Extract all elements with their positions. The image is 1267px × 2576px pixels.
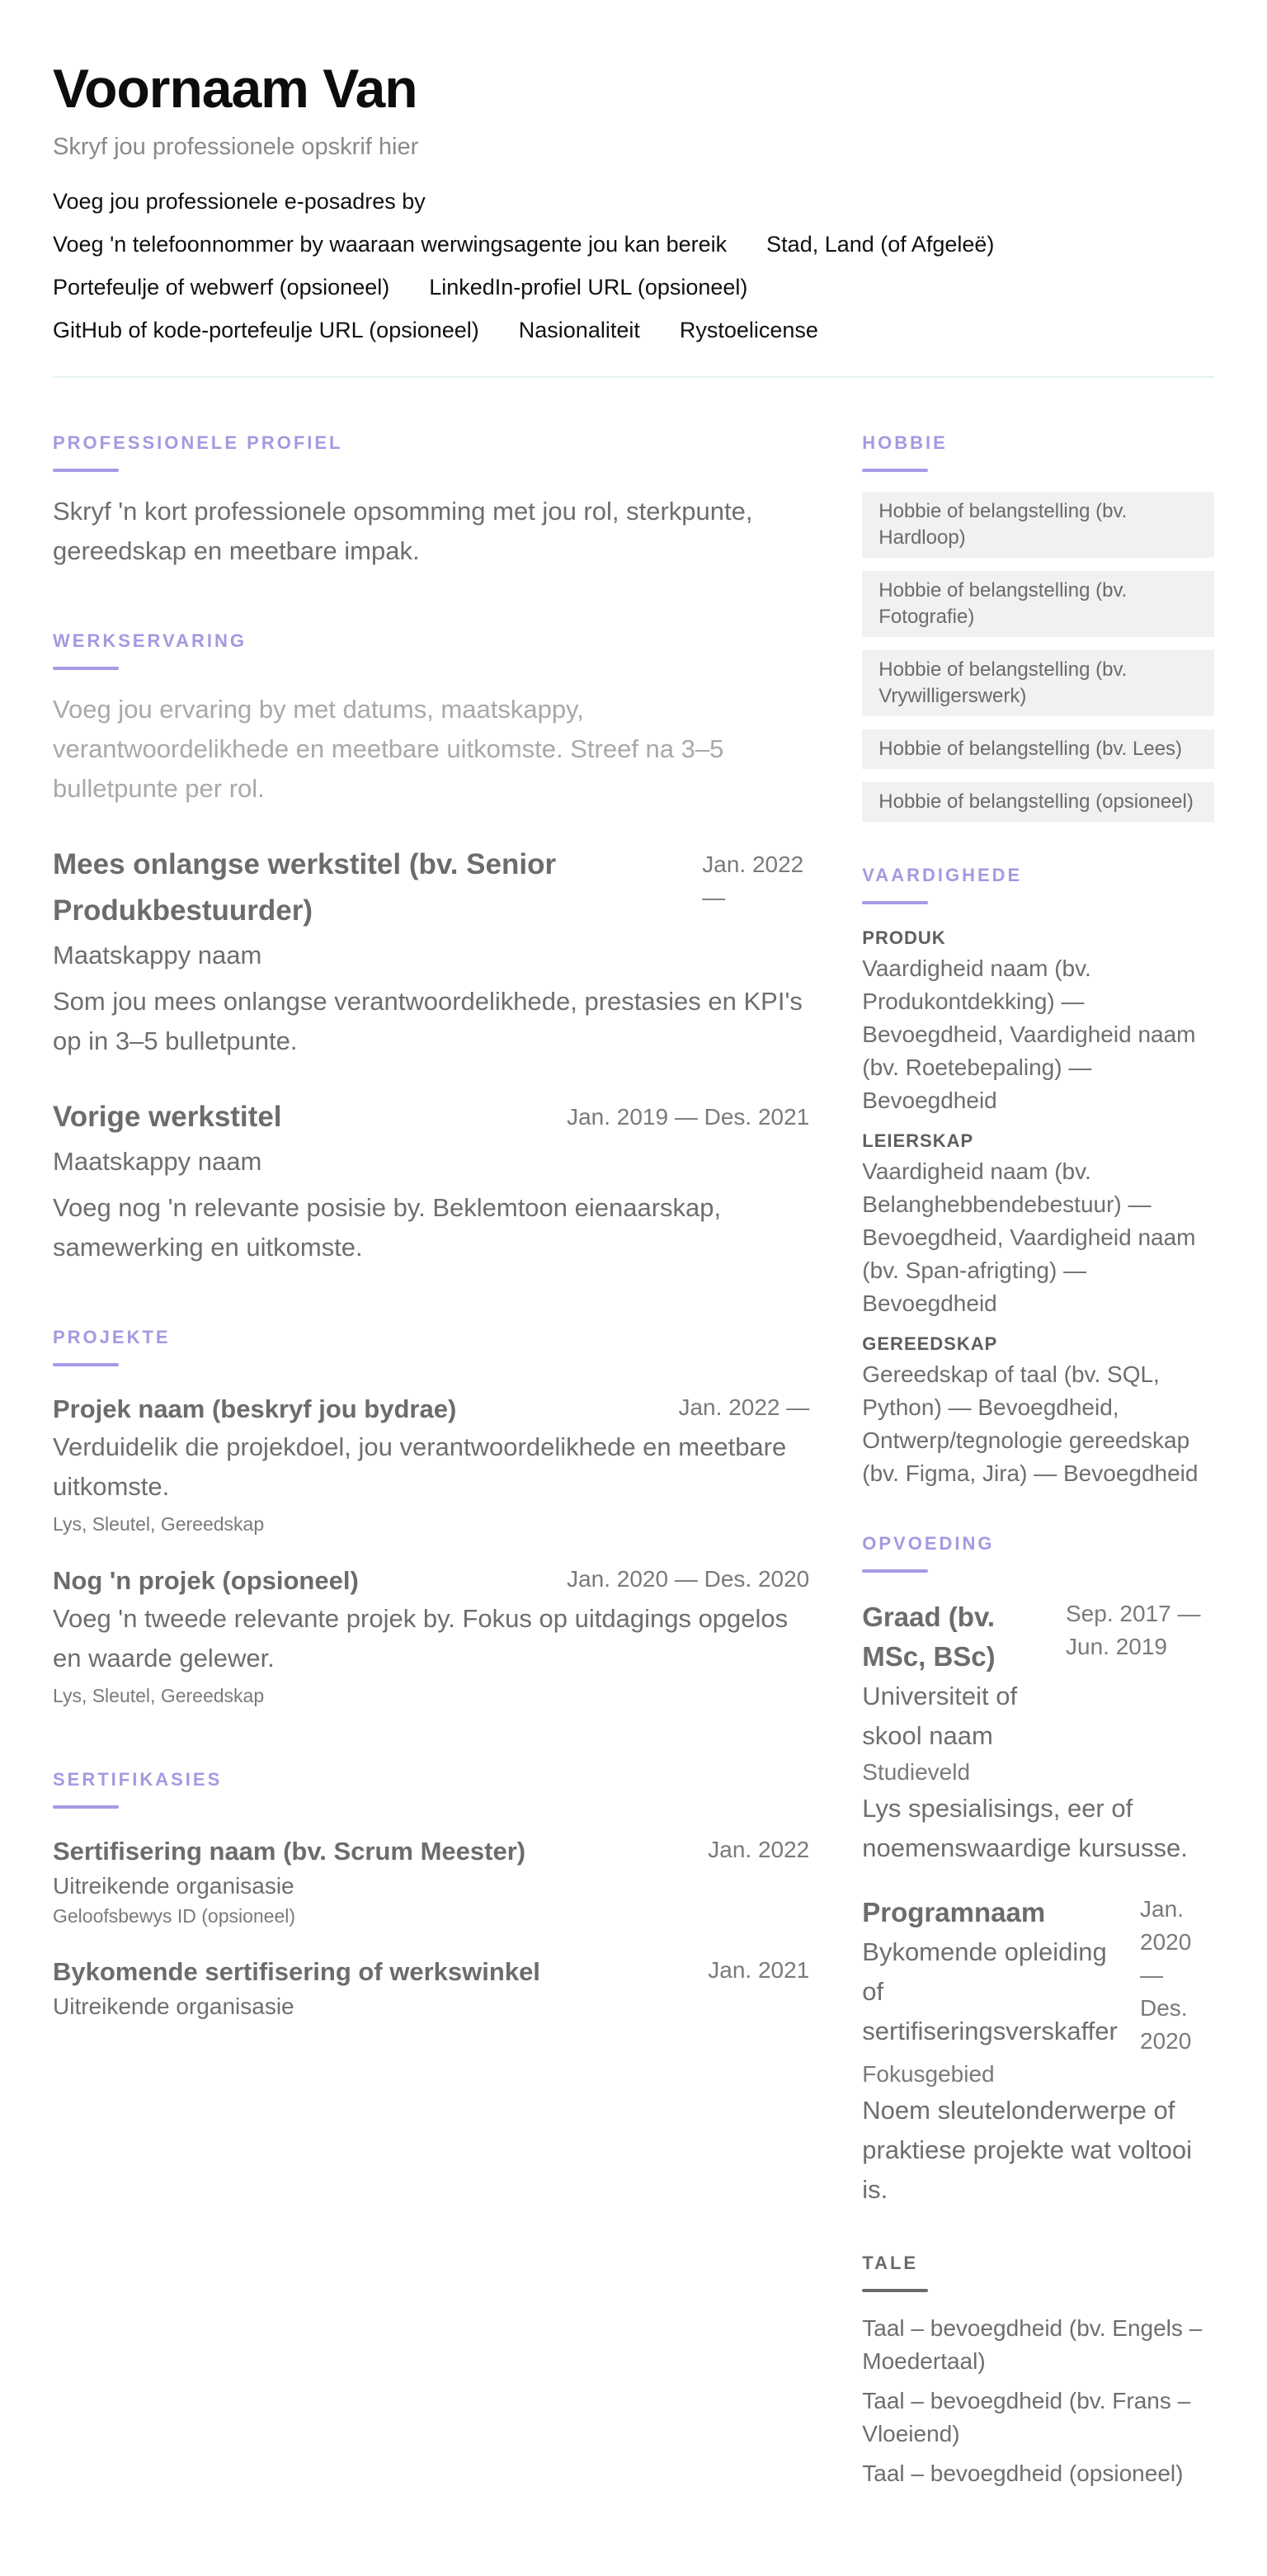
nationality-text: Nasionaliteit: [518, 318, 640, 342]
resume-body: [53, 431, 1214, 2548]
study-field: Studieveld: [862, 1759, 971, 1785]
hobby-chip: Hobbie of belangstelling (opsioneel): [862, 782, 1214, 822]
certification-entry: [53, 1954, 809, 2023]
skill-group: [862, 1127, 1214, 1320]
education-section: [862, 1531, 1214, 2210]
contact-row: [53, 223, 1214, 266]
education-description: Noem sleutelonderwerpe of praktiese projekte wat voltooi is.: [862, 2096, 1193, 2204]
sidebar-column: [862, 431, 1214, 2548]
job-date: Jan. 2022 —: [702, 852, 804, 910]
section-title: PROJEKTE: [53, 1327, 171, 1347]
hobby-chip: Hobbie of belangstelling (bv. Vrywilligerswerk): [862, 650, 1214, 716]
education-date: Jan. 2020 — Des. 2020: [1140, 1896, 1192, 2054]
skill-group-text: Vaardigheid naam (bv. Produkontdekking) — Bevoegdheid, Vaardigheid naam (bv. Roetebepaling) — Bevoegdheid: [862, 955, 1196, 1113]
job-company: Maatskappy naam: [53, 941, 262, 970]
project-description: Voeg 'n tweede relevante projek by. Fokus op uitdagings opgelos en waarde gelewer.: [53, 1604, 789, 1673]
contact-row: [53, 180, 1214, 223]
education-entry: [862, 1597, 1214, 1756]
certification-issuer: Uitreikende organisasie: [53, 1993, 294, 2019]
skill-group-label: GEREEDSKAP: [862, 1333, 998, 1354]
profile-section: [53, 431, 809, 571]
skill-group: [862, 1330, 1214, 1490]
project-date: Jan. 2022 —: [678, 1394, 810, 1420]
hobby-chip: Hobbie of belangstelling (bv. Lees): [862, 729, 1214, 769]
experience-hint: Voeg jou ervaring by met datums, maatskappy, verantwoordelikhede en meetbare uitkomste. Streef na 3–5 bulletpunte per rol.: [53, 695, 724, 803]
email-text: Voeg jou professionele e-posadres by: [53, 189, 426, 214]
skill-group: [862, 924, 1214, 1117]
certification-date: Jan. 2022: [708, 1837, 810, 1862]
hobby-chip: Hobbie of belangstelling (bv. Hardloop): [862, 492, 1214, 558]
license-text: Rystoelicense: [679, 318, 818, 342]
certifications-section: [53, 1767, 809, 2023]
project-tags: Lys, Sleutel, Gereedskap: [53, 1685, 265, 1706]
certification-title: Sertifisering naam (bv. Scrum Meester): [53, 1837, 526, 1866]
certification-entry: [53, 1833, 809, 1929]
section-title: PROFESSIONELE PROFIEL: [53, 432, 343, 453]
school-name: Bykomende opleiding of sertifiseringsverskaffer: [862, 1937, 1118, 2045]
skill-group-label: LEIERSKAP: [862, 1130, 974, 1151]
section-underline: [53, 1363, 119, 1366]
project-date: Jan. 2020 — Des. 2020: [567, 1566, 810, 1592]
language-item: Taal – bevoegdheid (opsioneel): [862, 2460, 1184, 2486]
skill-group-text: Vaardigheid naam (bv. Belanghebbendebestuur) — Bevoegdheid, Vaardigheid naam (bv. Span-afrigting) — Bevoegdheid: [862, 1158, 1196, 1316]
job-company: Maatskappy naam: [53, 1147, 262, 1176]
languages-section: [862, 2251, 1214, 2490]
person-name: Voornaam Van: [53, 58, 417, 119]
job-entry: [53, 842, 809, 1061]
github-link[interactable]: GitHub of kode-portefeulje URL (opsioneel): [53, 318, 479, 342]
experience-section: [53, 629, 809, 1267]
certification-date: Jan. 2021: [708, 1957, 810, 1983]
education-description: Lys spesialisings, eer of noemenswaardige kursusse.: [862, 1794, 1188, 1862]
hobbies-section: [862, 431, 1214, 822]
job-description: Som jou mees onlangse verantwoordelikhede, prestasies en KPI's op in 3–5 bulletpunte.: [53, 987, 803, 1055]
language-item: Taal – bevoegdheid (bv. Frans – Vloeiend): [862, 2388, 1191, 2446]
job-title: Mees onlangse werkstitel (bv. Senior Produkbestuurder): [53, 848, 557, 927]
certification-issuer: Uitreikende organisasie: [53, 1873, 294, 1899]
project-entry: [53, 1563, 809, 1710]
section-title: VAARDIGHEDE: [862, 865, 1023, 885]
job-entry: [53, 1094, 809, 1267]
skill-group-label: PRODUK: [862, 927, 946, 948]
section-underline: [862, 1569, 928, 1573]
phone-text: Voeg 'n telefoonnommer by waaraan werwingsagente jou kan bereik: [53, 232, 728, 257]
section-underline: [862, 901, 928, 904]
project-tags: Lys, Sleutel, Gereedskap: [53, 1513, 265, 1535]
section-underline: [53, 469, 119, 472]
resume-header: [53, 53, 1214, 378]
section-underline: [862, 2289, 928, 2292]
skill-group-text: Gereedskap of taal (bv. SQL, Python) — Bevoegdheid, Ontwerp/tegnologie gereedskap (bv. Figma, Jira) — Bevoegdheid: [862, 1361, 1199, 1486]
projects-section: [53, 1325, 809, 1710]
section-title: WERKSERVARING: [53, 630, 247, 651]
location-text: Stad, Land (of Afgeleë): [766, 232, 995, 257]
contact-info: [53, 180, 1214, 351]
project-entry: [53, 1391, 809, 1538]
profile-summary: Skryf 'n kort professionele opsomming met jou rol, sterkpunte, gereedskap en meetbare impak.: [53, 497, 753, 565]
language-item: Taal – bevoegdheid (bv. Engels – Moedertaal): [862, 2315, 1203, 2374]
section-underline: [53, 667, 119, 670]
project-title: Nog 'n projek (opsioneel): [53, 1566, 359, 1595]
section-title: OPVOEDING: [862, 1533, 995, 1554]
header-divider: [53, 376, 1214, 378]
portfolio-link[interactable]: Portefeulje of webwerf (opsioneel): [53, 275, 390, 300]
main-column: [53, 431, 809, 2548]
degree-title: Programnaam: [862, 1897, 1046, 1927]
job-title: Vorige werkstitel: [53, 1101, 282, 1133]
section-underline: [862, 469, 928, 472]
contact-row: [53, 266, 1214, 309]
project-description: Verduidelik die projekdoel, jou verantwoordelikhede en meetbare uitkomste.: [53, 1432, 787, 1501]
section-title: TALE: [862, 2253, 919, 2273]
professional-headline: Skryf jou professionele opskrif hier: [53, 134, 419, 160]
linkedin-link[interactable]: LinkedIn-profiel URL (opsioneel): [429, 275, 748, 300]
education-entry: [862, 1893, 1214, 2058]
section-title: SERTIFIKASIES: [53, 1769, 223, 1790]
job-date: Jan. 2019 — Des. 2021: [567, 1104, 810, 1130]
study-field: Fokusgebied: [862, 2061, 995, 2087]
school-name: Universiteit of skool naam: [862, 1682, 1018, 1750]
section-underline: [53, 1805, 119, 1809]
job-description: Voeg nog 'n relevante posisie by. Beklemtoon eienaarskap, samewerking en uitkomste.: [53, 1193, 722, 1262]
education-date: Sep. 2017 — Jun. 2019: [1066, 1601, 1201, 1659]
certification-title: Bykomende sertifisering of werkswinkel: [53, 1957, 540, 1986]
section-title: HOBBIE: [862, 432, 948, 453]
contact-row: [53, 309, 1214, 351]
credential-id: Geloofsbewys ID (opsioneel): [53, 1905, 296, 1927]
degree-title: Graad (bv. MSc, BSc): [862, 1602, 996, 1672]
project-title: Projek naam (beskryf jou bydrae): [53, 1394, 457, 1423]
hobby-chip: Hobbie of belangstelling (bv. Fotografie): [862, 571, 1214, 637]
skills-section: [862, 863, 1214, 1490]
